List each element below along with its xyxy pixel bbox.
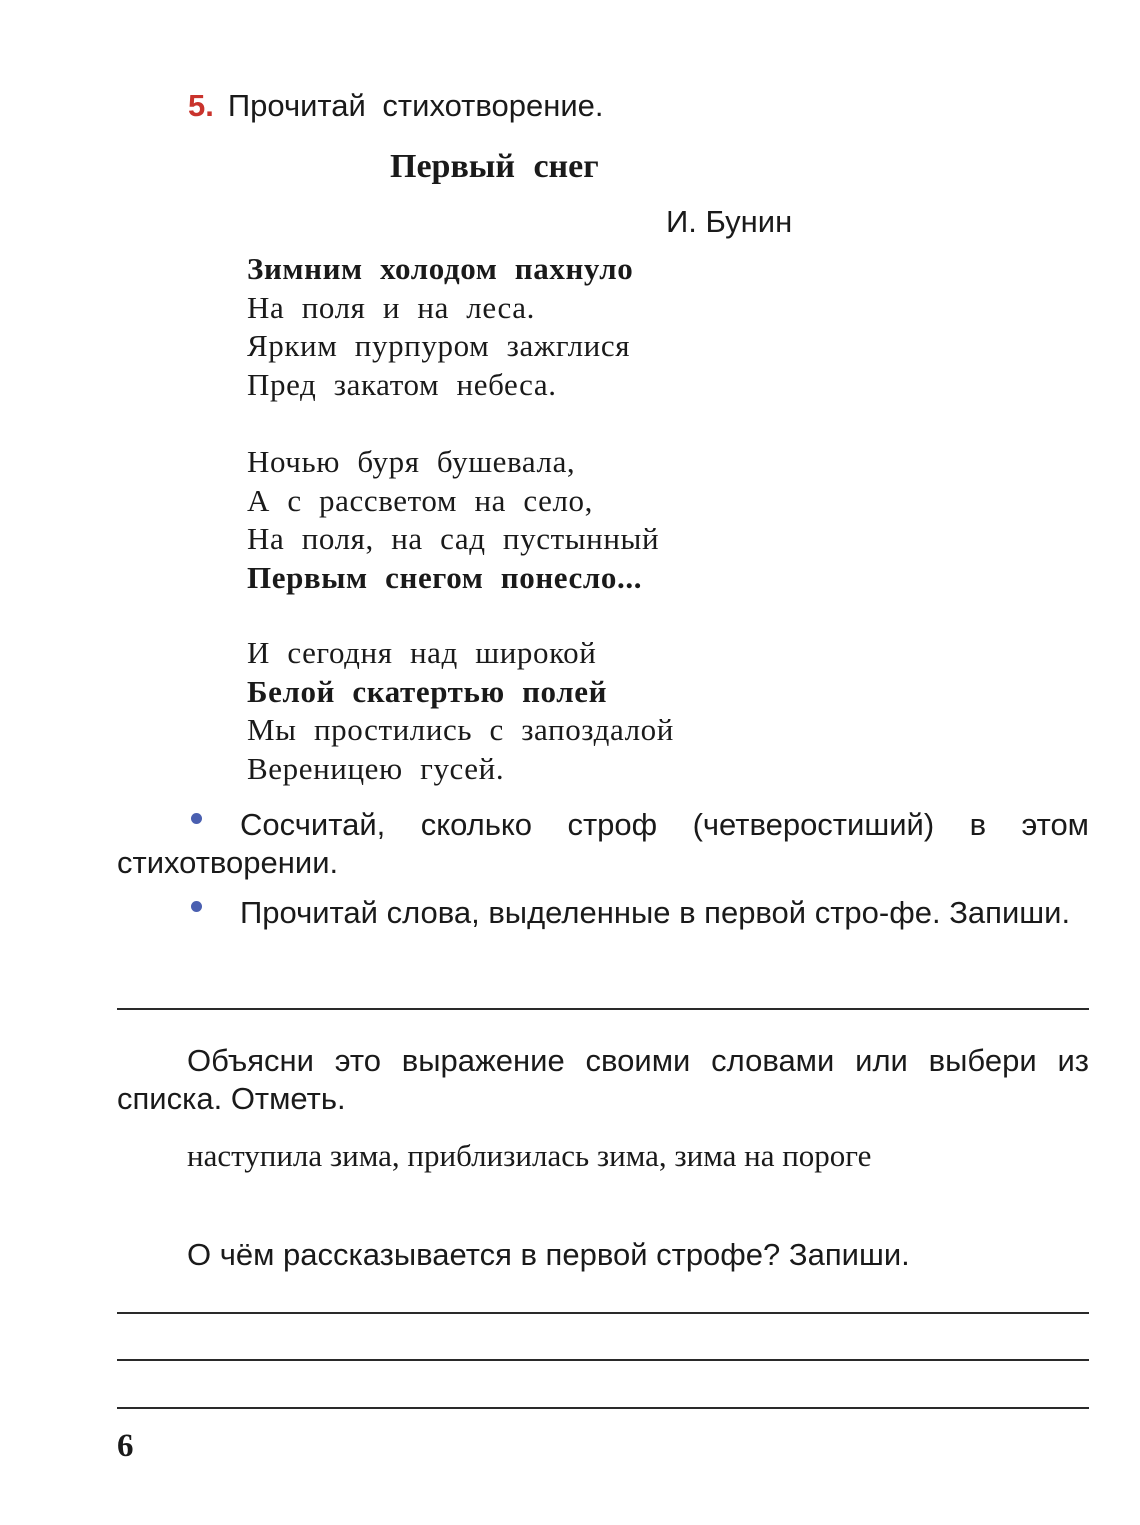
stanza-2 [247,443,659,597]
question-count-stanzas [117,806,1089,882]
poem-line: Первым снегом понесло... [247,559,643,595]
poem-line: Белой скатертью полей [247,673,608,709]
question-highlighted-words [117,894,1089,932]
poem-line: На поля, на сад пустынный [247,521,660,556]
page-number: 6 [117,1428,134,1464]
task-number: 5. [188,88,214,123]
poem-line: И сегодня над широкой [247,635,597,670]
task-instruction: Прочитай стихотворение. [227,88,604,123]
question-text: Прочитай слова, выделенные в первой стро-фе. Запиши. [240,895,1071,930]
question-text: Объясни это выражение своими словами или выбери из списка. Отметь. [117,1043,1089,1116]
poem-line: Ярким пурпуром зажглися [247,328,631,363]
answer-line[interactable] [117,1008,1089,1010]
expression-options [117,1137,1089,1175]
poem-author: И. Бунин [666,204,793,239]
question-first-stanza-content [117,1236,1089,1274]
options-text[interactable]: наступила зима, приблизилась зима, зима на пороге [187,1138,872,1173]
question-text: Сосчитай, сколько строф (четверостиший) в этом стихотворении. [117,807,1089,880]
question-explain-expression [117,1042,1089,1118]
poem-line: Зимним холодом пахнуло [247,251,634,286]
question-text: О чём рассказывается в первой строфе? Запиши. [187,1237,910,1272]
stanza-1 [247,250,633,404]
poem-line: Пред закатом небеса. [247,366,557,402]
answer-line[interactable] [117,1407,1089,1409]
poem-line: Ночью буря бушевала, [247,444,576,479]
poem-line: Мы простились с запоздалой [247,712,674,747]
answer-line[interactable] [117,1312,1089,1314]
answer-line[interactable] [117,1359,1089,1361]
stanza-3 [247,634,674,788]
poem-line: Вереницею гусей. [247,750,505,786]
poem-line: А с рассветом на село, [247,482,593,518]
poem-title: Первый снег [390,148,599,185]
poem-line: На поля и на леса. [247,289,535,325]
task-header [188,88,604,124]
bullet-icon [191,813,202,824]
bullet-icon [191,901,202,912]
